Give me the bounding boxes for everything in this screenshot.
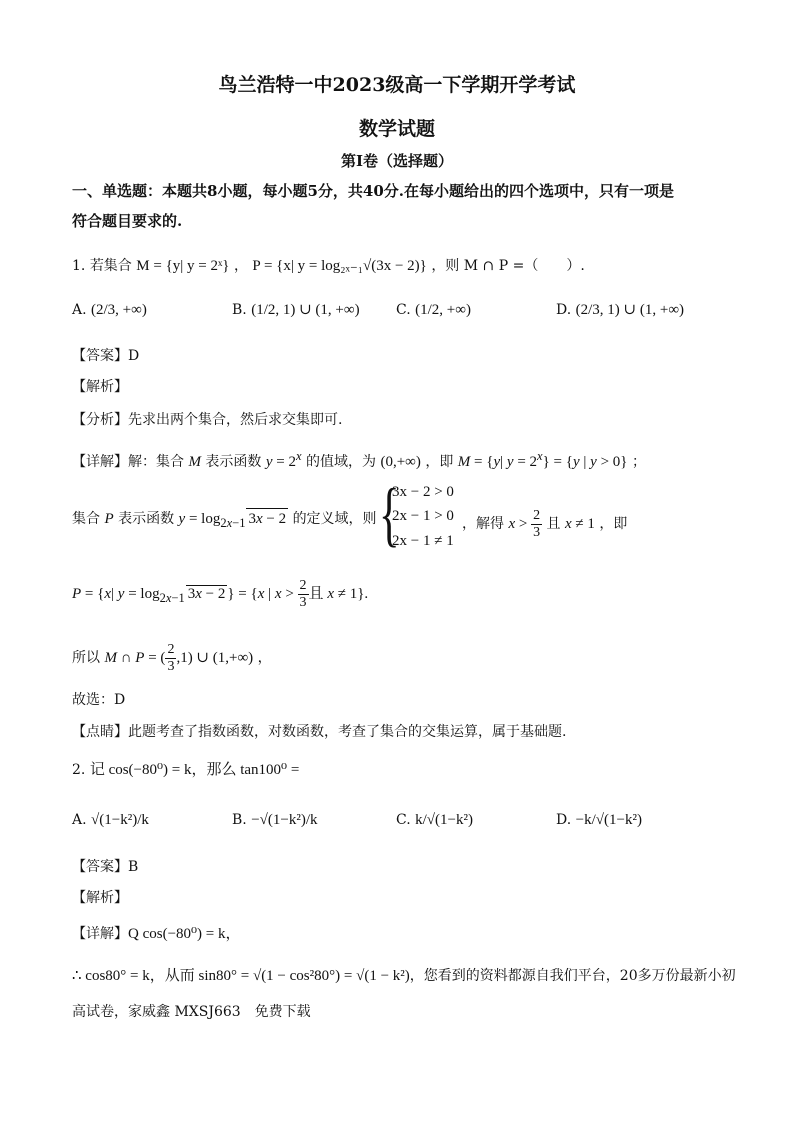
detail-text: 的值域，为 — [306, 454, 377, 470]
math-expr: x > $\frac{2}{3}$ — [508, 508, 541, 540]
q2-option-a[interactable] — [72, 810, 149, 830]
option-text: (1/2, 1) ∪ (1, +∞) — [251, 302, 360, 318]
detail-line-3: P = {x| $y = \log_{2x-1} 3x - 2$ } = {x | x > $\frac{2}{3}$ 且 x ≠ 1}. — [72, 578, 369, 610]
math-expr: $y = 2^x$ — [265, 449, 302, 470]
option-b[interactable] — [232, 300, 360, 320]
option-text: (2/3, 1) ∪ (1, +∞) — [575, 302, 685, 318]
fenxi-tag: 【分析】 — [72, 412, 128, 428]
detail-text: . — [364, 585, 369, 602]
option-a[interactable] — [72, 300, 147, 320]
detail-text: 集合 — [72, 511, 100, 527]
question-2-stem — [72, 760, 299, 780]
option-label: C. — [396, 302, 411, 318]
set-p-expression: P = {x| y = log₂ₓ₋₁√(3x − 2)} — [252, 258, 427, 274]
q2-detail-line-3: 高试卷，家威鑫 MXSJ663 免费下载 — [72, 1004, 311, 1020]
option-text: (2/3, +∞) — [91, 302, 147, 318]
option-text: (1/2, +∞) — [415, 302, 471, 318]
q2-option-b[interactable] — [232, 810, 318, 830]
detail-text: ，即 — [425, 454, 454, 470]
question-number: 2. — [72, 762, 86, 778]
detail-text: 表示函数 — [118, 511, 175, 527]
option-text: −√(1−k²)/k — [251, 812, 318, 828]
question-lead: 记 cos(−80⁰) = k，那么 tan100⁰ = — [89, 762, 300, 778]
question-lead: 若集合 — [89, 258, 132, 274]
detail-math: ∴ cos80° = k，从而 sin80° = √(1 − cos²80°) = √(1 − k²) — [72, 968, 410, 984]
q2-detail-line-2 — [72, 966, 736, 986]
system-brace: { — [378, 474, 400, 554]
detail-line-2-tail — [462, 508, 627, 541]
section-heading: 第Ⅰ卷（选择题） — [340, 152, 454, 170]
comment-tag: 【点睛】 — [72, 724, 128, 740]
detail-text: 的定义域，则 — [292, 511, 377, 527]
comment-text: 此题考查了指数函数，对数函数，考查了集合的交集运算，属于基础题. — [128, 724, 567, 740]
math-var: M — [188, 454, 201, 470]
answer-tag: 【答案】 — [72, 859, 128, 875]
fenxi-text: 先求出两个集合，然后求交集即可. — [128, 412, 343, 428]
answer-value: D — [128, 348, 140, 364]
q2-answer-line — [72, 857, 138, 877]
analysis-tag: 【解析】 — [72, 379, 128, 395]
option-d[interactable] — [556, 300, 684, 320]
detail-text: 且 — [546, 515, 561, 532]
answer-line — [72, 346, 139, 366]
detail-tag: 【详解】 — [72, 926, 128, 942]
detail-text: 解：集合 — [128, 454, 184, 470]
option-label: D. — [556, 812, 572, 828]
q2-option-d[interactable] — [556, 810, 642, 830]
detail-line-4 — [72, 642, 272, 675]
option-text: k/√(1−k²) — [415, 812, 473, 828]
q2-detail-line-1 — [72, 924, 241, 944]
instructions-line2: 符合题目要求的. — [72, 212, 183, 230]
math-expr: x ≠ 1 — [565, 515, 595, 532]
answer-tag: 【答案】 — [72, 348, 128, 364]
separator: ， — [233, 258, 248, 274]
detail-line-1 — [72, 446, 646, 472]
detail-tag: 【详解】 — [72, 454, 128, 470]
option-text: −k/√(1−k²) — [575, 812, 642, 828]
detail-text: ； — [631, 454, 646, 470]
set-m-expression: M = {y| y = 2ˣ} — [136, 258, 230, 274]
question-number: 1. — [72, 258, 86, 274]
question-1-stem — [72, 256, 585, 276]
option-label: A. — [72, 302, 87, 318]
option-label: B. — [232, 812, 247, 828]
math-expr: M ∩ P = ( $\frac{2}{3}$ ,1) ∪ (1,+∞) — [104, 642, 254, 674]
question-tail: ，则 M ∩ P =（ ）. — [431, 258, 585, 274]
detail-text: ，您看到的资料都源自我们平台，20多万份最新小初 — [409, 968, 736, 984]
q2-option-c[interactable] — [396, 810, 473, 830]
conclusion: 故选：D — [72, 692, 126, 708]
option-c[interactable] — [396, 300, 471, 320]
system-eq-1: 3x − 2 > 0 — [392, 484, 454, 500]
detail-line-2 — [72, 508, 377, 533]
instructions-line1: 一、单选题：本题共8小题，每小题5分，共40分.在每小题给出的四个选项中，只有一项是 — [72, 182, 674, 200]
option-label: D. — [556, 302, 572, 318]
q2-analysis-tag: 【解析】 — [72, 890, 128, 906]
detail-text: ，解得 — [462, 515, 504, 532]
math-expr: (0,+∞) — [380, 454, 421, 470]
exam-title: 鸟兰浩特一中2023级高一下学期开学考试 — [218, 74, 576, 96]
detail-text: 表示函数 — [205, 454, 262, 470]
system-eq-3: 2x − 1 ≠ 1 — [392, 533, 454, 549]
option-label: C. — [396, 812, 411, 828]
comment-line — [72, 722, 566, 742]
detail-text: Q cos(−80⁰) = k， — [128, 926, 241, 942]
exam-subject: 数学试题 — [358, 118, 435, 140]
system-eq-2: 2x − 1 > 0 — [392, 508, 454, 524]
option-label: A. — [72, 812, 87, 828]
math-var: P — [104, 511, 114, 527]
detail-text: ， — [257, 649, 272, 666]
detail-text: 所以 — [72, 649, 100, 666]
math-expr: M = {y| $y = 2^x\} = \{y$ | y > 0} — [457, 449, 628, 470]
option-text: √(1−k²)/k — [91, 812, 149, 828]
math-expr: $y = \log_{2x-1} 3x - 2$ — [179, 511, 289, 527]
fenxi-line — [72, 410, 342, 430]
detail-text: ，即 — [599, 515, 628, 532]
option-label: B. — [232, 302, 247, 318]
answer-value: B — [128, 859, 139, 875]
